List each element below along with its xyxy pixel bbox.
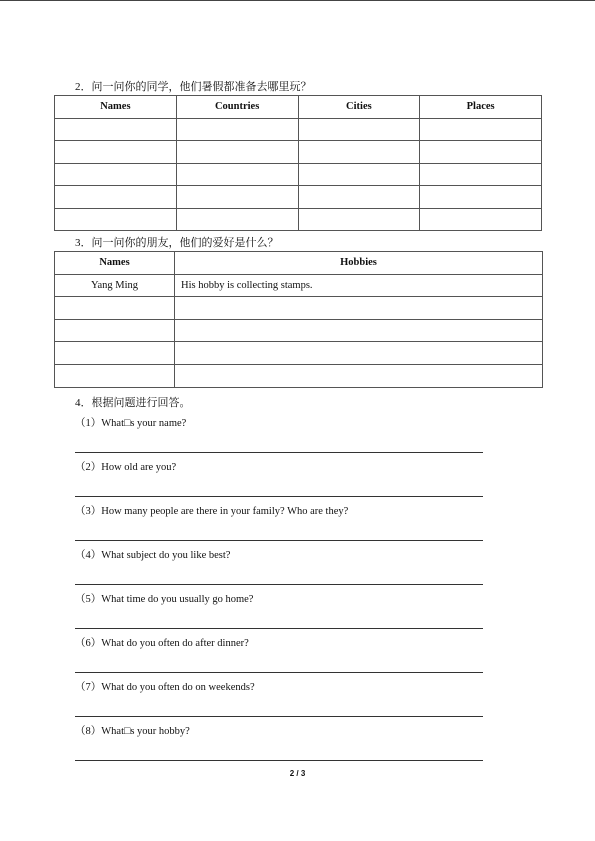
answer-line-6[interactable] [75,672,483,673]
table-cell[interactable] [298,118,420,141]
hobby-cell[interactable] [175,342,543,365]
name-cell[interactable]: Yang Ming [55,274,175,297]
table-cell[interactable] [298,186,420,209]
table-cell[interactable] [55,118,177,141]
table-row [55,297,543,320]
table-row [55,141,542,164]
table-row [55,186,542,209]
section-3-heading: 3．问一问你的朋友，他们的爱好是什么？ [75,237,279,249]
answer-line-8[interactable] [75,760,483,761]
hobby-cell[interactable] [175,319,543,342]
question-8: （8）What□s your hobby? [75,726,190,737]
section-2-heading: 2．问一问你的同学，他们暑假都准备去哪里玩？ [75,81,312,93]
hobbies-table [54,251,543,388]
top-rule [0,0,595,1]
travel-plans-table [54,95,542,231]
table-cell[interactable] [55,141,177,164]
name-cell[interactable] [55,342,175,365]
name-cell[interactable] [55,364,175,387]
table-cell[interactable] [420,208,542,231]
table-cell[interactable] [55,186,177,209]
answer-line-5[interactable] [75,628,483,629]
table-cell[interactable] [420,141,542,164]
table-header-row [55,252,543,275]
question-3: （3）How many people are there in your family? Who are they? [75,506,349,517]
question-1: （1）What□s your name? [75,418,187,429]
table-cell[interactable] [176,141,298,164]
answer-line-2[interactable] [75,496,483,497]
question-5: （5）What time do you usually go home? [75,594,254,605]
header-names: Names [55,96,177,119]
table-row [55,118,542,141]
answer-line-7[interactable] [75,716,483,717]
table-cell[interactable] [55,163,177,186]
header-cities: Cities [298,96,420,119]
table-cell[interactable] [420,163,542,186]
table-cell[interactable] [176,208,298,231]
hobby-cell[interactable] [175,364,543,387]
header-hobbies: Hobbies [175,252,543,275]
table-cell[interactable] [298,141,420,164]
table-row [55,208,542,231]
table-cell[interactable] [298,208,420,231]
hobby-cell[interactable]: His hobby is collecting stamps. [175,274,543,297]
answer-line-4[interactable] [75,584,483,585]
header-names: Names [55,252,175,275]
header-countries: Countries [176,96,298,119]
table-cell[interactable] [176,186,298,209]
name-cell[interactable] [55,319,175,342]
header-places: Places [420,96,542,119]
table-cell[interactable] [176,118,298,141]
answer-line-3[interactable] [75,540,483,541]
table-row [55,274,543,297]
table-cell[interactable] [176,163,298,186]
table-row [55,342,543,365]
hobby-cell[interactable] [175,297,543,320]
question-6: （6）What do you often do after dinner? [75,638,249,649]
table-header-row [55,96,542,119]
question-7: （7）What do you often do on weekends? [75,682,255,693]
question-2: （2）How old are you? [75,462,177,473]
table-cell[interactable] [420,118,542,141]
table-row [55,163,542,186]
table-cell[interactable] [298,163,420,186]
table-cell[interactable] [55,208,177,231]
table-cell[interactable] [420,186,542,209]
name-cell[interactable] [55,297,175,320]
table-row [55,364,543,387]
answer-line-1[interactable] [75,452,483,453]
table-row [55,319,543,342]
page-number: 2 / 3 [289,769,306,778]
section-4-heading: 4．根据问题进行回答。 [75,397,191,409]
question-4: （4）What subject do you like best? [75,550,231,561]
